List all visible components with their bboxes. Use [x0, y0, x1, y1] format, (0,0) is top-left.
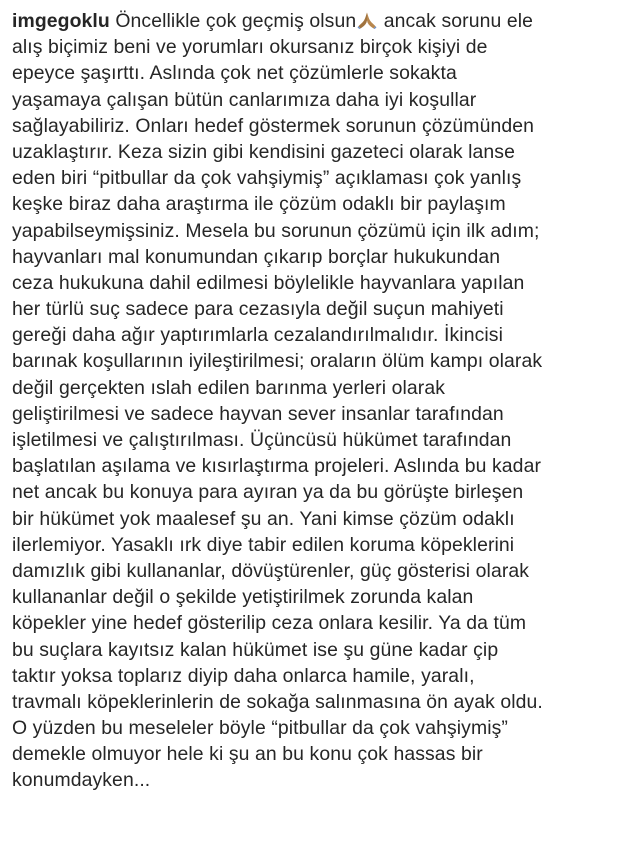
comment-line-1 — [12, 8, 625, 34]
comment-line: keşke biraz daha araştırma ile çözüm odaklı bir paylaşım — [12, 193, 506, 216]
comment-line: taktır yoksa toplarız diyip daha onlarca hamile, yaralı, — [12, 664, 475, 687]
comment-line: epeyce şaşırttı. Aslında çok net çözümlerle sokakta — [12, 62, 457, 85]
comment-line: barınak koşullarının iyileştirilmesi; oraların ölüm kampı olarak — [12, 350, 543, 373]
comment-line: bu suçlara kayıtsız kalan hükümet ise şu güne kadar çip — [12, 638, 499, 661]
comment-line: işletilmesi ve çalıştırılması. Üçüncüsü hükümet tarafından — [12, 429, 512, 451]
comment-line: köpekler yine hedef gösterilip ceza onlara kesilir. Ya da tüm — [12, 612, 527, 635]
comment-line: sağlayabiliriz. Onları hedef göstermek sorunun çözümünden — [12, 114, 534, 137]
username-link[interactable]: imgegoklu — [12, 10, 110, 32]
comment-line: travmalı köpeklerinlerin de sokağa salınmasına ön ayak oldu. — [12, 690, 543, 713]
comment-line: başlatılan aşılama ve kısırlaştırma projeleri. Aslında bu kadar — [12, 455, 542, 478]
comment-line: kullananlar değil o şekilde yetiştirilmek zorunda kalan — [12, 586, 474, 609]
comment-line: bir hükümet yok maalesef şu an. Yani kimse çözüm odaklı — [12, 507, 515, 530]
comment-line: konumdayken... — [12, 769, 151, 792]
comment-line: gereği daha ağır yaptırımlarla cezalandırılmalıdır. İkincisi — [12, 324, 503, 347]
comment-line: hayvanları mal konumundan çıkarıp borçlar hukukundan — [12, 245, 501, 268]
comment-line: uzaklaştırır. Keza sizin gibi kendisini gazeteci olarak lanse — [12, 140, 515, 163]
comment-line: yapabilseymişsiniz. Mesela bu sorunun çözümü için ilk adım; — [12, 219, 540, 242]
comment-line: her türlü suç sadece para cezasıyla değil suçun mahiyeti — [12, 298, 504, 321]
comment-line: net ancak bu konuya para ayıran ya da bu görüşte birleşen — [12, 481, 524, 504]
pray-icon — [357, 10, 377, 28]
comment-line: ceza hukukuna dahil edilmesi böylelikle hayvanlara yapılan — [12, 271, 525, 294]
comment-line: eden biri “pitbullar da çok vahşiymiş” açıklaması çok yanlış — [12, 167, 522, 190]
comment-line: O yüzden bu meseleler böyle “pitbullar da çok vahşiymiş” — [12, 717, 508, 740]
comment-text-start: Öncellikle çok geçmiş olsun — [109, 10, 357, 32]
comment-line: demekle olmuyor hele ki şu an bu konu çok hassas bir — [12, 743, 483, 766]
comment-line: geliştirilmesi ve sadece hayvan sever insanlar tarafından — [12, 402, 504, 425]
comment-line: yaşamaya çalışan bütün canlarımıza daha iyi koşullar — [12, 88, 477, 111]
comment-line: alış biçimiz beni ve yorumları okursanız birçok kişiyi de — [12, 36, 488, 59]
comment-line: ilerlemiyor. Yasaklı ırk diye tabir edilen koruma köpeklerini — [12, 533, 515, 556]
comment-text-continue: ancak sorunu ele — [378, 10, 534, 32]
comment-line: değil gerçekten ıslah edilen barınma yerleri olarak — [12, 376, 446, 399]
comment-line: damızlık gibi kullananlar, dövüştürenler, güç gösterisi olarak — [12, 559, 530, 582]
